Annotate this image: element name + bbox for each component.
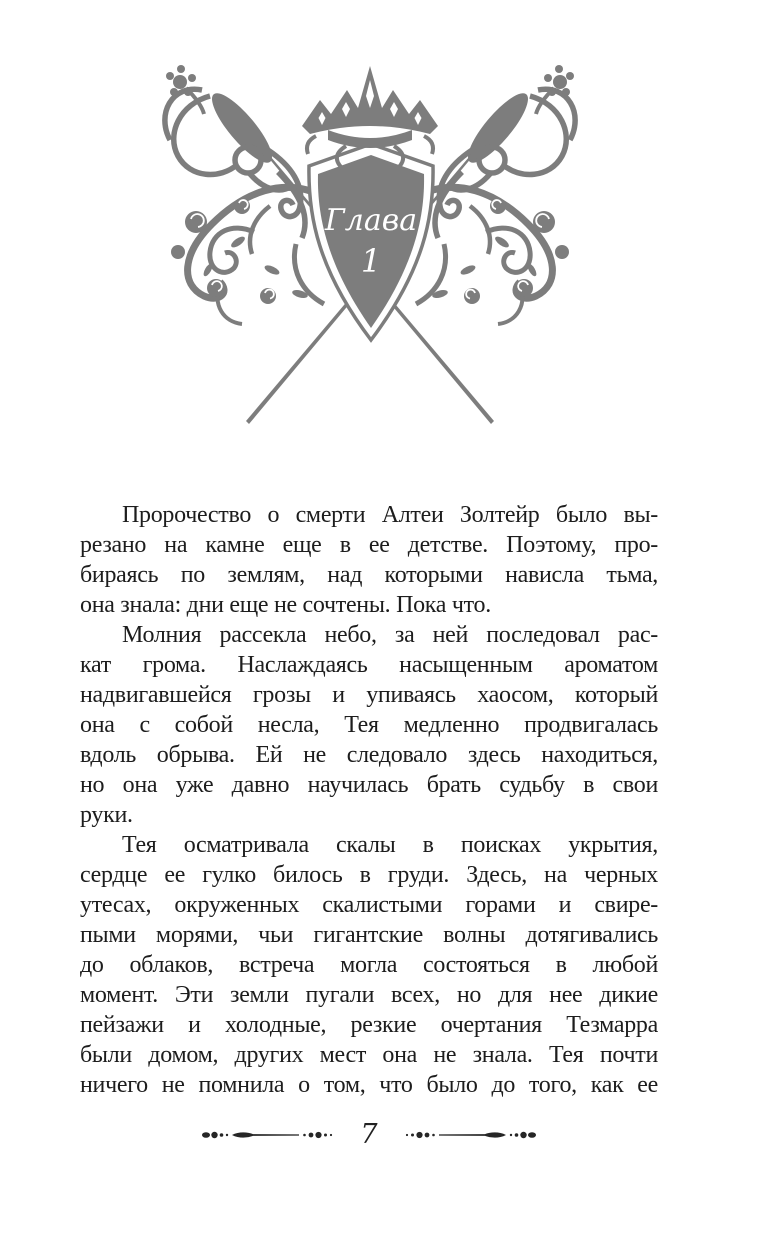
text-line: пейзажи и холодные, резкие очертания Тезмарра <box>80 1012 658 1038</box>
chapter-number: 1 <box>360 242 382 280</box>
page-text <box>80 500 658 1100</box>
text-line: вдоль обрыва. Ей не следовало здесь находиться, <box>80 742 658 768</box>
chapter-title: Глава <box>324 203 418 238</box>
page-number: 7 <box>360 1119 378 1150</box>
paragraph <box>80 500 658 620</box>
text-line: кат грома. Наслаждаясь насыщенным ароматом <box>80 652 658 678</box>
text-line: она знала: дни еще не сочтены. Пока что. <box>80 592 491 618</box>
text-line: бираясь по землям, над которыми нависла тьма, <box>80 562 658 588</box>
text-line: руки. <box>80 802 133 828</box>
text-line: резано на камне еще в ее детстве. Поэтому, про- <box>80 532 658 558</box>
text-line: сердце ее гулко билось в груди. Здесь, на черных <box>80 862 658 888</box>
page-footer <box>0 1120 738 1150</box>
text-line: Молния рассекла небо, за ней последовал рас- <box>122 622 658 648</box>
footer-flourish-right-icon <box>404 1128 537 1142</box>
text-line: Тея осматривала скалы в поисках укрытия, <box>122 832 658 858</box>
text-line: Пророчество о смерти Алтеи Золтейр было вы- <box>122 502 658 528</box>
text-line: надвигавшейся грозы и упиваясь хаосом, который <box>80 682 658 708</box>
text-line: ничего не помнила о том, что было до того, как ее <box>80 1072 658 1098</box>
text-line: до облаков, встреча могла состояться в любой <box>80 952 658 978</box>
paragraph <box>80 830 658 1100</box>
footer-flourish-left-icon <box>201 1128 334 1142</box>
text-line: момент. Эти земли пугали всех, но для нее дикие <box>80 982 658 1008</box>
paragraph <box>80 620 658 830</box>
text-line: были домом, других мест она не знала. Тея почти <box>80 1042 658 1068</box>
text-line: утесах, окруженных скалистыми горами и свире- <box>80 892 658 918</box>
text-line: пыми морями, чьи гигантские волны дотягивались <box>80 922 658 948</box>
text-line: она с собой несла, Тея медленно продвигалась <box>80 712 658 738</box>
text-line: но она уже давно научилась брать судьбу в свои <box>80 772 658 798</box>
